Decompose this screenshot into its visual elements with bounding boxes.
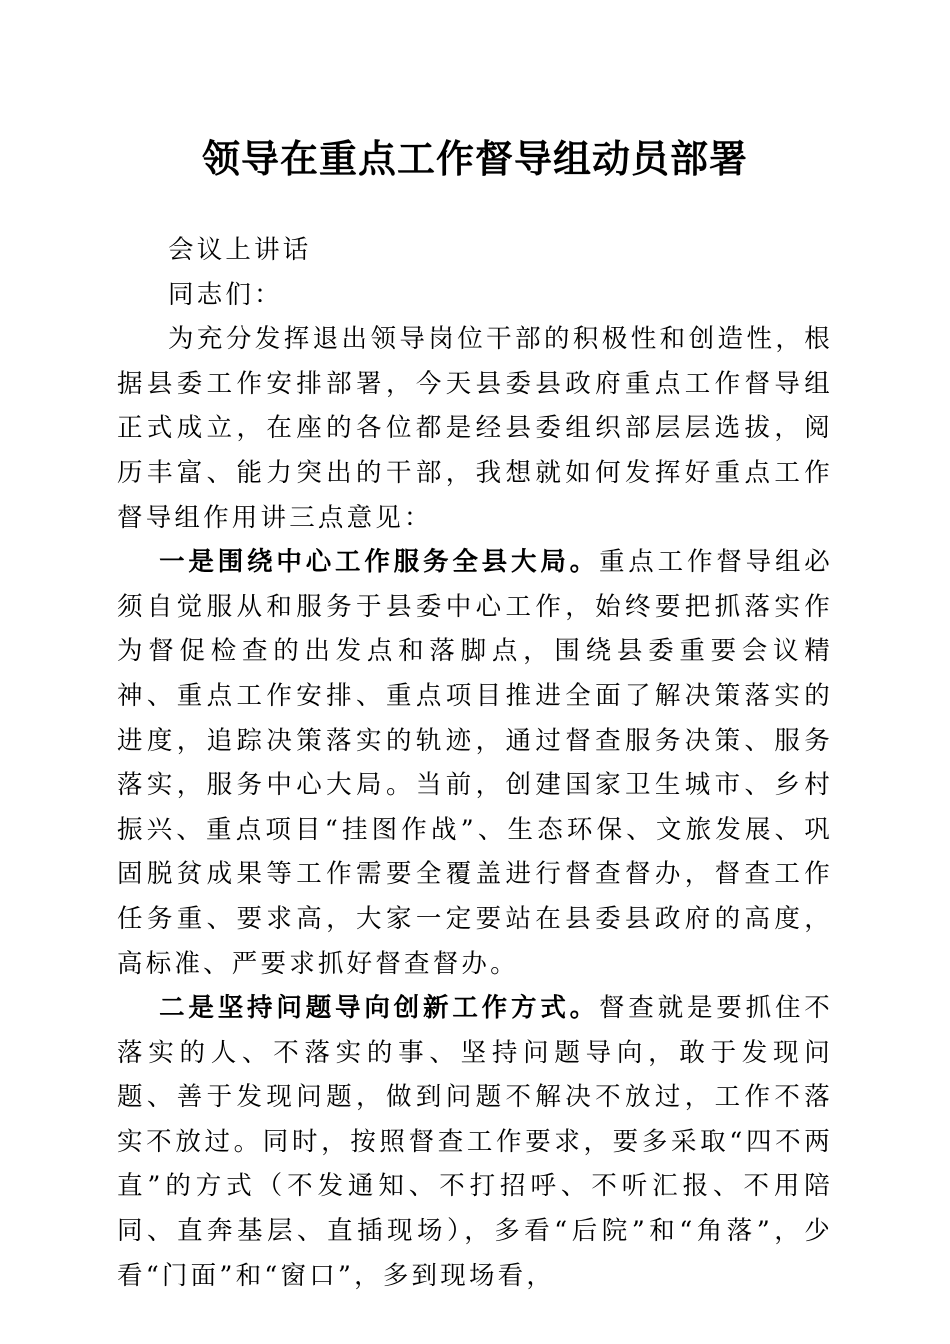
section-paragraph-2 xyxy=(117,986,833,1298)
document-body xyxy=(117,228,833,1298)
section-paragraph-1 xyxy=(117,540,833,986)
section-text-1: 重点工作督导组必须自觉服从和服务于县委中心工作，始终要把抓落实作为督促检查的出发点和落脚点，围绕县委重要会议精神、重点工作安排、重点项目推进全面了解决策落实的进度，追踪决策落实的轨迹，通过督查服务决策、服务落实，服务中心大局。当前，创建国家卫生城市、乡村振兴、重点项目“挂图作战”、生态环保、文旅发展、巩固脱贫成果等工作需要全覆盖进行督查督办，督查工作任务重、要求高，大家一定要站在县委县政府的高度，高标准、严要求抓好督查督办。 xyxy=(117,547,833,979)
intro-paragraph: 为充分发挥退出领导岗位干部的积极性和创造性，根据县委工作安排部署，今天县委县政府重点工作督导组正式成立，在座的各位都是经县委组织部层层选拔，阅历丰富、能力突出的干部，我想就如何发挥好重点工作督导组作用讲三点意见： xyxy=(117,324,833,533)
document-title: 领导在重点工作督导组动员部署 xyxy=(201,136,748,181)
section-lead-1: 一是围绕中心工作服务全县大局。 xyxy=(159,547,599,578)
subtitle-line: 会议上讲话 xyxy=(168,235,312,265)
section-text-2: 督查就是要抓住不落实的人、不落实的事、坚持问题导向，敢于发现问题、善于发现问题，做到问题不解决不放过，工作不落实不放过。同时，按照督查工作要求，要多采取“四不两直”的方式（不发通知、不打招呼、不听汇报、不用陪同、直奔基层、直插现场），多看“后院”和“角落”，少看“门面”和“窗口”，多到现场看， xyxy=(117,993,833,1291)
section-lead-2: 二是坚持问题导向创新工作方式。 xyxy=(159,993,599,1024)
greeting-line: 同志们： xyxy=(168,279,283,310)
